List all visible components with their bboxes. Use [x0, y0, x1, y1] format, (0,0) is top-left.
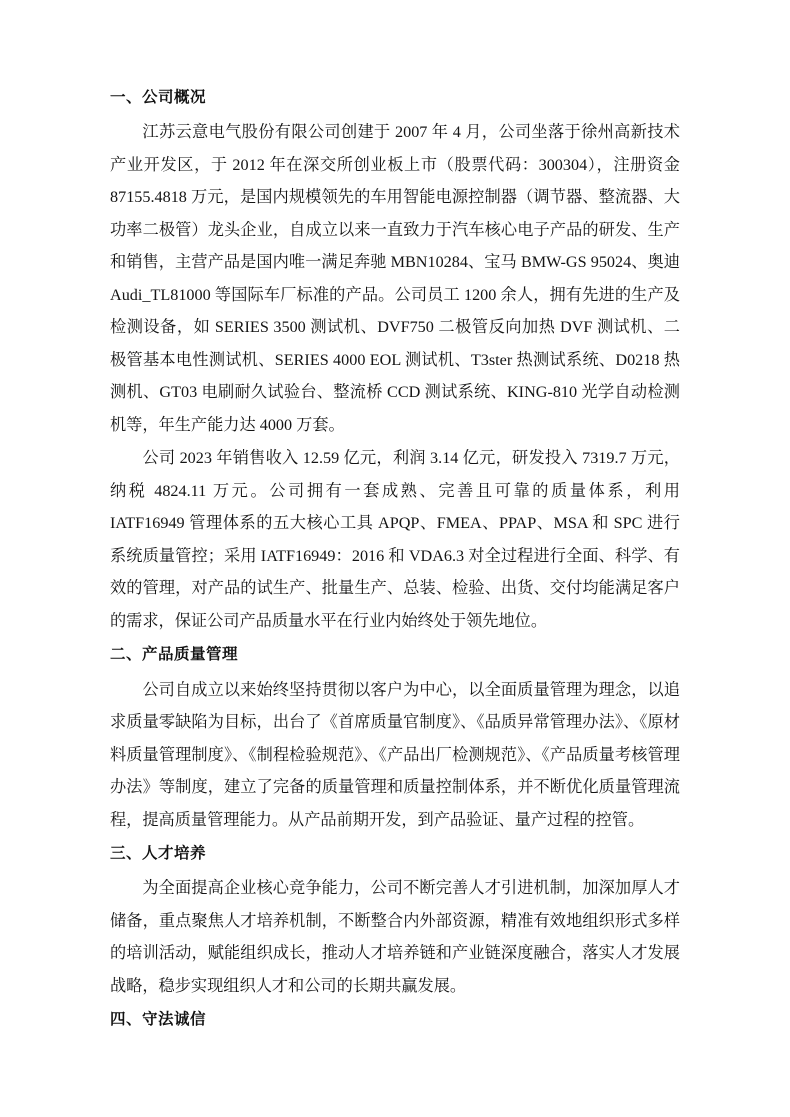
document-body [110, 86, 680, 1039]
paragraph-company-overview-1: 江苏云意电气股份有限公司创建于 2007 年 4 月，公司坐落于徐州高新技术产业开发区，于 2012 年在深交所创业板上市（股票代码：300304），注册资金 87155.4818 万元，是国内规模领先的车用智能电源控制器（调节器、整流器、大功率二极管）龙头企业，自成立以来一直致力于汽车核心电子产品的研发、生产和销售，主营产品是国内唯一满足奔驰 MBN10284、宝马 BMW-GS 95024、奥迪 Audi_TL81000 等国际车厂标准的产品。公司员工 1200 余人，拥有先进的生产及检测设备，如 SERIES 3500 测试机、DVF750 二极管反向加热 DVF 测试机、二极管基本电性测试机、SERIES 4000 EOL 测试机、T3ster 热测试系统、D0218 热测机、GT03 电刷耐久试验台、整流桥 CCD 测试系统、KING-810 光学自动检测机等，年生产能力达 4000 万套。 [110, 123, 680, 434]
paragraph-talent-development-1: 为全面提高企业核心竞争能力，公司不断完善人才引进机制，加深加厚人才储备，重点聚焦人才培养机制，不断整合内外部资源，精准有效地组织形式多样的培训活动，赋能组织成长，推动人才培养链和产业链深度融合，落实人才发展战略，稳步实现组织人才和公司的长期共赢发展。 [110, 879, 680, 995]
section-heading-company-overview: 一、公司概况 [110, 89, 207, 106]
paragraph-product-quality-management-1: 公司自成立以来始终坚持贯彻以客户为中心，以全面质量管理为理念，以追求质量零缺陷为目标，出台了《首席质量官制度》、《品质异常管理办法》、《原材料质量管理制度》、《制程检验规范》、《产品出厂检测规范》、《产品质量考核管理办法》等制度，建立了完备的质量管理和质量控制体系，并不断优化质量管理流程，提高质量管理能力。从产品前期开发，到产品验证、量产过程的控管。 [110, 680, 680, 829]
section-heading-product-quality-management: 二、产品质量管理 [110, 646, 239, 664]
section-heading-talent-development: 三、人才培养 [110, 845, 207, 862]
section-heading-law-abiding-integrity: 四、守法诚信 [110, 1011, 207, 1029]
paragraph-company-overview-2: 公司 2023 年销售收入 12.59 亿元，利润 3.14 亿元，研发投入 7319.7 万元，纳税 4824.11 万元。公司拥有一套成熟、完善且可靠的质量体系，利用 IATF16949 管理体系的五大核心工具 APQP、FMEA、PPAP、MSA 和 SPC 进行系统质量管控；采用 IATF16949：2016 和 VDA6.3 对全过程进行全面、科学、有效的管理，对产品的试生产、批量生产、总装、检验、出货、交付均能满足客户的需求，保证公司产品质量水平在行业内始终处于领先地位。 [110, 449, 680, 630]
